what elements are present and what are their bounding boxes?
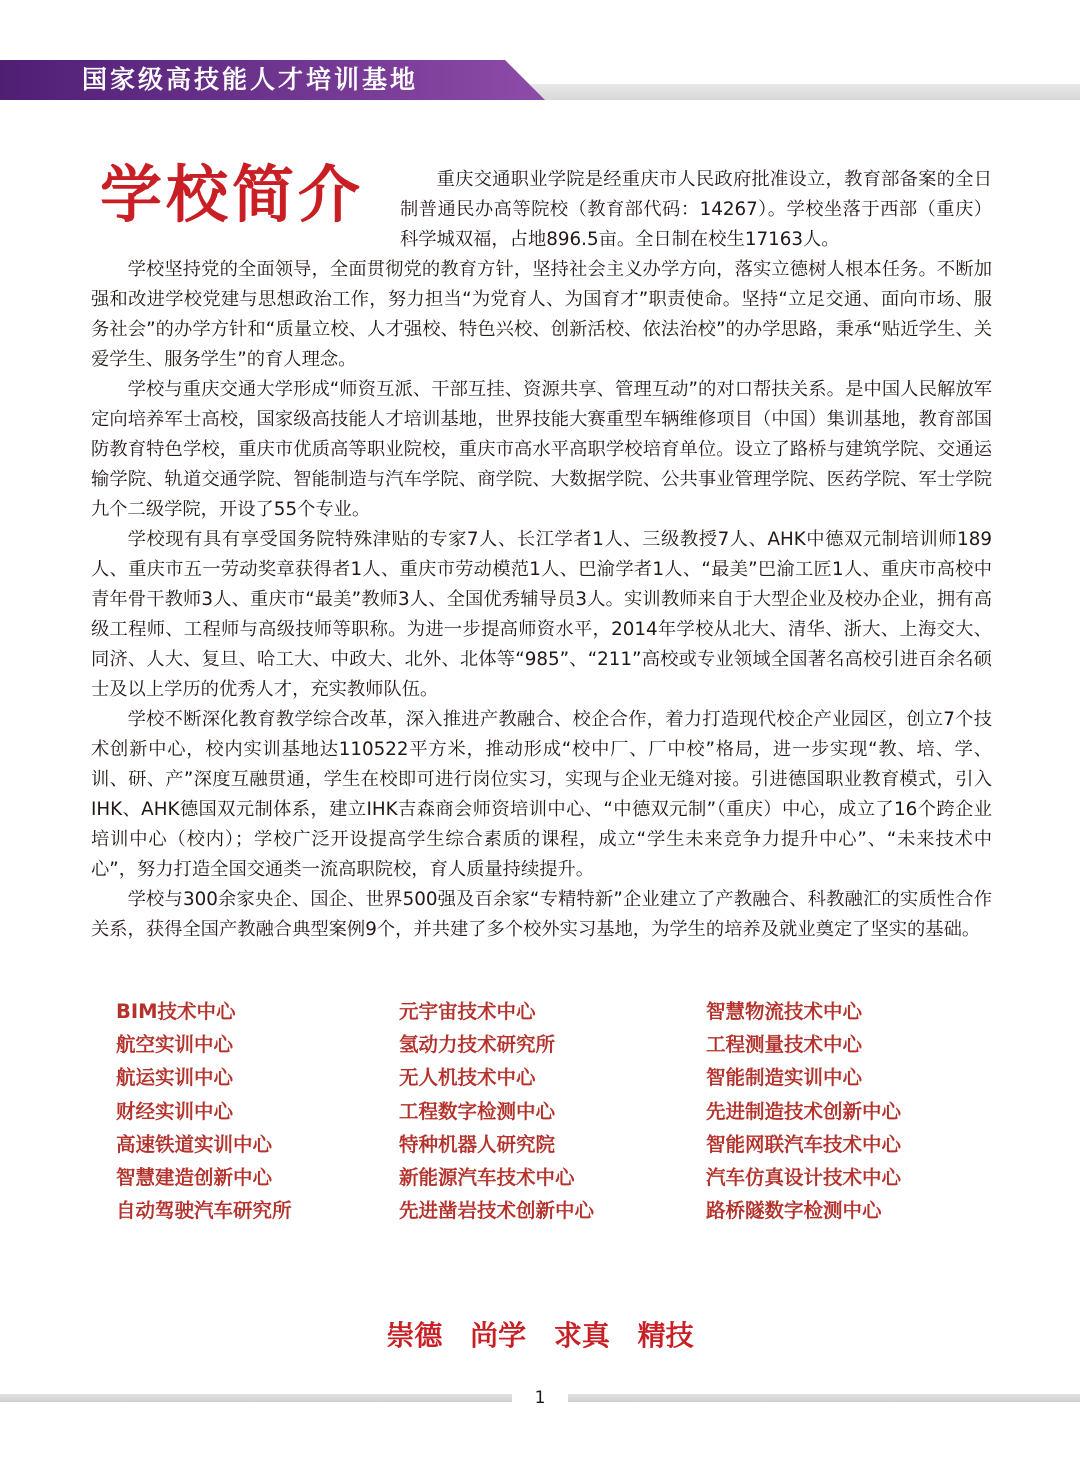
list-item: 氢动力技术研究所 — [399, 1033, 556, 1057]
footer-divider-right — [568, 1394, 1080, 1402]
paragraph-reform: 学校不断深化教育教学综合改革，深入推进产教融合、校企合作，着力打造现代校企产业园区，创立7个技术创新中心，校内实训基地达110522平方米，推动形成“校中厂、厂中校”格局，进一步实现“教、培、学、训、研、产”深度互融贯通，学生在校即可进行岗位实习，实现与企业无缝对接。引进德国职业教育模式，引入IHK、AHK德国双元制体系，建立IHK吉森商会师资培训中心、“中德双元制”（重庆）中心，成立了16个跨企业培训中心（校内）；学校广泛开设提高学生综合素质的课程，成立“学生未来竞争力提升中心”、“未来技术中心”，努力打造全国交通类一流高职院校，育人质量持续提升。 — [91, 709, 992, 880]
centers-column-1 — [116, 995, 292, 1227]
body-text — [91, 255, 992, 945]
list-item: 财经实训中心 — [116, 1099, 234, 1123]
paragraph-cooperation: 学校与300余家央企、国企、世界500强及百余家“专精特新”企业建立了产教融合、科教融汇的实质性合作关系，获得全国产教融合典型案例9个，并共建了多个校外实习基地，为学生的培养及就业奠定了坚实的基础。 — [91, 889, 992, 940]
page-number: 1 — [534, 1388, 546, 1408]
list-item: 特种机器人研究院 — [399, 1132, 556, 1156]
list-item: 智慧建造创新中心 — [116, 1165, 273, 1189]
list-item: BIM技术中心 — [116, 1000, 236, 1023]
list-item: 高速铁道实训中心 — [116, 1132, 273, 1156]
list-item: 智能网联汽车技术中心 — [706, 1132, 902, 1156]
list-item: 无人机技术中心 — [399, 1066, 536, 1090]
intro-paragraph: 重庆交通职业学院是经重庆市人民政府批准设立，教育部备案的全日制普通民办高等院校（教育部代码：14267）。学校坐落于西部（重庆）科学城双福，占地896.5亩。全日制在校生17163人。 — [400, 169, 992, 250]
centers-column-2 — [399, 995, 594, 1227]
motto-word: 求真 — [553, 1319, 610, 1352]
list-item: 路桥隧数字检测中心 — [706, 1199, 882, 1223]
list-item: 航运实训中心 — [116, 1066, 234, 1090]
list-item: 航空实训中心 — [116, 1033, 234, 1057]
paragraph-leadership: 学校坚持党的全面领导，全面贯彻党的教育方针，坚持社会主义办学方向，落实立德树人根本任务。不断加强和改进学校党建与思想政治工作，努力担当“为党育人、为国育才”职责使命。坚持“立足交通、面向市场、服务社会”的办学方针和“质量立校、人才强校、特色兴校、创新活校、依法治校”的办学思路，秉承“贴近学生、关爱学生、服务学生”的育人理念。 — [91, 259, 992, 370]
footer-divider-left — [0, 1394, 512, 1402]
school-motto — [0, 1314, 1080, 1358]
banner-title: 国家级高技能人才培训基地 — [82, 65, 419, 94]
list-item: 智能制造实训中心 — [706, 1066, 863, 1090]
list-item: 工程测量技术中心 — [706, 1033, 863, 1057]
motto-word: 尚学 — [470, 1319, 527, 1352]
section-title: 学校简介 — [100, 158, 365, 231]
list-item: 元宇宙技术中心 — [399, 1000, 536, 1023]
list-item: 先进制造技术创新中心 — [706, 1099, 902, 1123]
centers-column-3 — [706, 995, 901, 1227]
list-item: 自动驾驶汽车研究所 — [116, 1199, 292, 1223]
list-item: 智慧物流技术中心 — [706, 1000, 863, 1023]
paragraph-faculty: 学校现有具有享受国务院特殊津贴的专家7人、长江学者1人、三级教授7人、AHK中德双元制培训师189人、重庆市五一劳动奖章获得者1人、重庆市劳动模范1人、巴渝学者1人、“最美”巴渝工匠1人、重庆市高校中青年骨干教师3人、重庆市“最美”教师3人、全国优秀辅导员3人。实训教师来自于大型企业及校办企业，拥有高级工程师、工程师与高级技师等职称。为进一步提高师资水平，2014年学校从北大、清华、浙大、上海交大、同济、人大、复旦、哈工大、中政大、北外、北体等“985”、“211”高校或专业领域全国著名高校引进百余名硕士及以上学历的优秀人才，充实教师队伍。 — [91, 529, 992, 700]
list-item: 新能源汽车技术中心 — [399, 1165, 575, 1189]
motto-word: 崇德 — [386, 1319, 443, 1352]
list-item: 工程数字检测中心 — [399, 1099, 556, 1123]
list-item: 汽车仿真设计技术中心 — [706, 1165, 902, 1189]
motto-word: 精技 — [637, 1319, 694, 1352]
list-item: 先进凿岩技术创新中心 — [399, 1199, 595, 1223]
paragraph-partnership: 学校与重庆交通大学形成“师资互派、干部互挂、资源共享、管理互动”的对口帮扶关系。是中国人民解放军定向培养军士高校，国家级高技能人才培训基地，世界技能大赛重型车辆维修项目（中国）集训基地，教育部国防教育特色学校，重庆市优质高等职业院校，重庆市高水平高职学校培育单位。设立了路桥与建筑学院、交通运输学院、轨道交通学院、智能制造与汽车学院、商学院、大数据学院、公共事业管理学院、医药学院、军士学院九个二级学院，开设了55个专业。 — [91, 379, 992, 520]
